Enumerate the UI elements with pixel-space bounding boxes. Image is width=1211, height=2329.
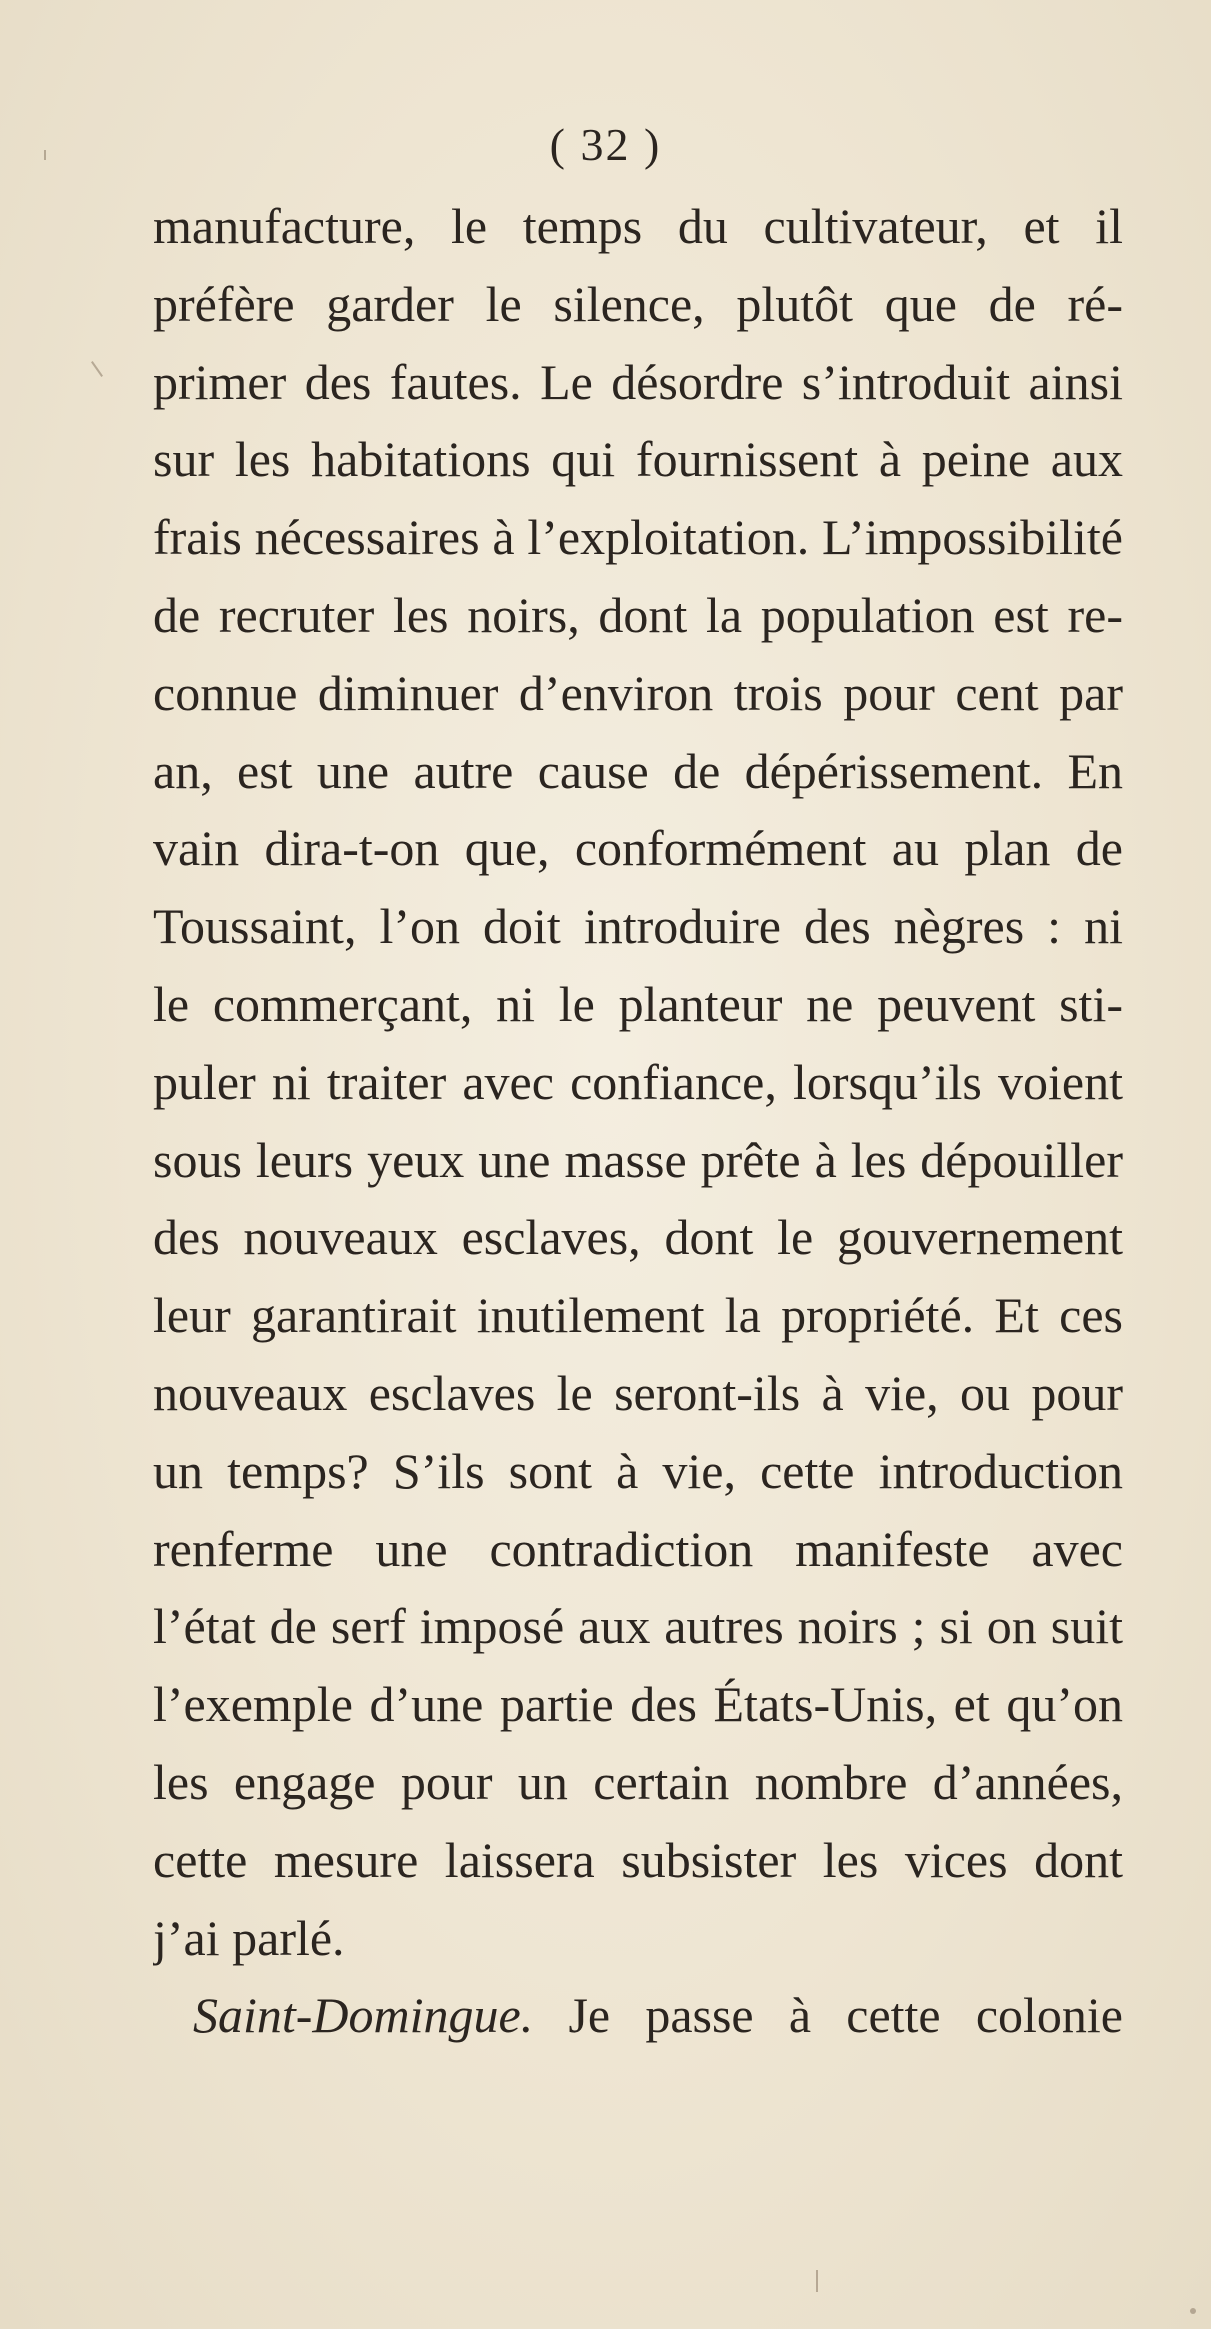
text-line: des nouveaux esclaves, dont le gouvernement xyxy=(153,1209,1123,1266)
text-line: manufacture, le temps du cultivateur, et il xyxy=(153,198,1123,254)
paper-speck xyxy=(816,2270,818,2292)
text-line: un temps? S’ils sont à vie, cette introduction xyxy=(153,1442,1123,1499)
text-line-sidenote xyxy=(153,1977,1123,2055)
text-line: de recruter les noirs, dont la population est re- xyxy=(153,586,1123,643)
page-number: ( 32 ) xyxy=(549,119,662,170)
text-line: cette mesure laissera subsister les vices dont xyxy=(153,1831,1123,1888)
text-line: préfère garder le silence, plutôt que de ré- xyxy=(153,275,1123,332)
paper-speck xyxy=(1190,2308,1196,2314)
text-line: connue diminuer d’environ trois pour cent par xyxy=(153,664,1123,721)
text-line: nouveaux esclaves le seront-ils à vie, ou pour xyxy=(153,1364,1123,1421)
sidenote-text: Je passe à cette colonie xyxy=(533,1987,1123,2044)
text-line: puler ni traiter avec confiance, lorsqu’ils voient xyxy=(153,1053,1123,1110)
text-line: renferme une contradiction manifeste avec xyxy=(153,1520,1123,1577)
text-line: le commerçant, ni le planteur ne peuvent sti- xyxy=(153,975,1123,1032)
text-line: frais nécessaires à l’exploitation. L’impossibilité xyxy=(153,509,1123,566)
text-line: l’exemple d’une partie des États-Unis, et qu’on xyxy=(153,1676,1123,1733)
body-text xyxy=(153,188,1123,2055)
text-line: leur garantirait inutilement la propriété. Et ces xyxy=(153,1287,1123,1344)
text-line: les engage pour un certain nombre d’années, xyxy=(153,1753,1123,1810)
paper-speck xyxy=(44,150,46,160)
text-line: primer des fautes. Le désordre s’introduit ainsi xyxy=(153,353,1123,410)
text-line: sous leurs yeux une masse prête à les dépouiller xyxy=(153,1131,1123,1188)
text-line: l’état de serf imposé aux autres noirs ; si on suit xyxy=(153,1598,1123,1655)
sidenote-heading: Saint-Domingue. xyxy=(193,1987,534,2044)
text-line-paragraph-end: j’ai parlé. xyxy=(153,1909,345,1966)
text-line: an, est une autre cause de dépérissement. En xyxy=(153,742,1123,799)
text-line: sur les habitations qui fournissent à peine aux xyxy=(153,431,1123,488)
paper-speck xyxy=(91,361,103,377)
text-line: Toussaint, l’on doit introduire des nègres : ni xyxy=(153,898,1123,955)
text-line: vain dira-t-on que, conformément au plan de xyxy=(153,820,1123,877)
